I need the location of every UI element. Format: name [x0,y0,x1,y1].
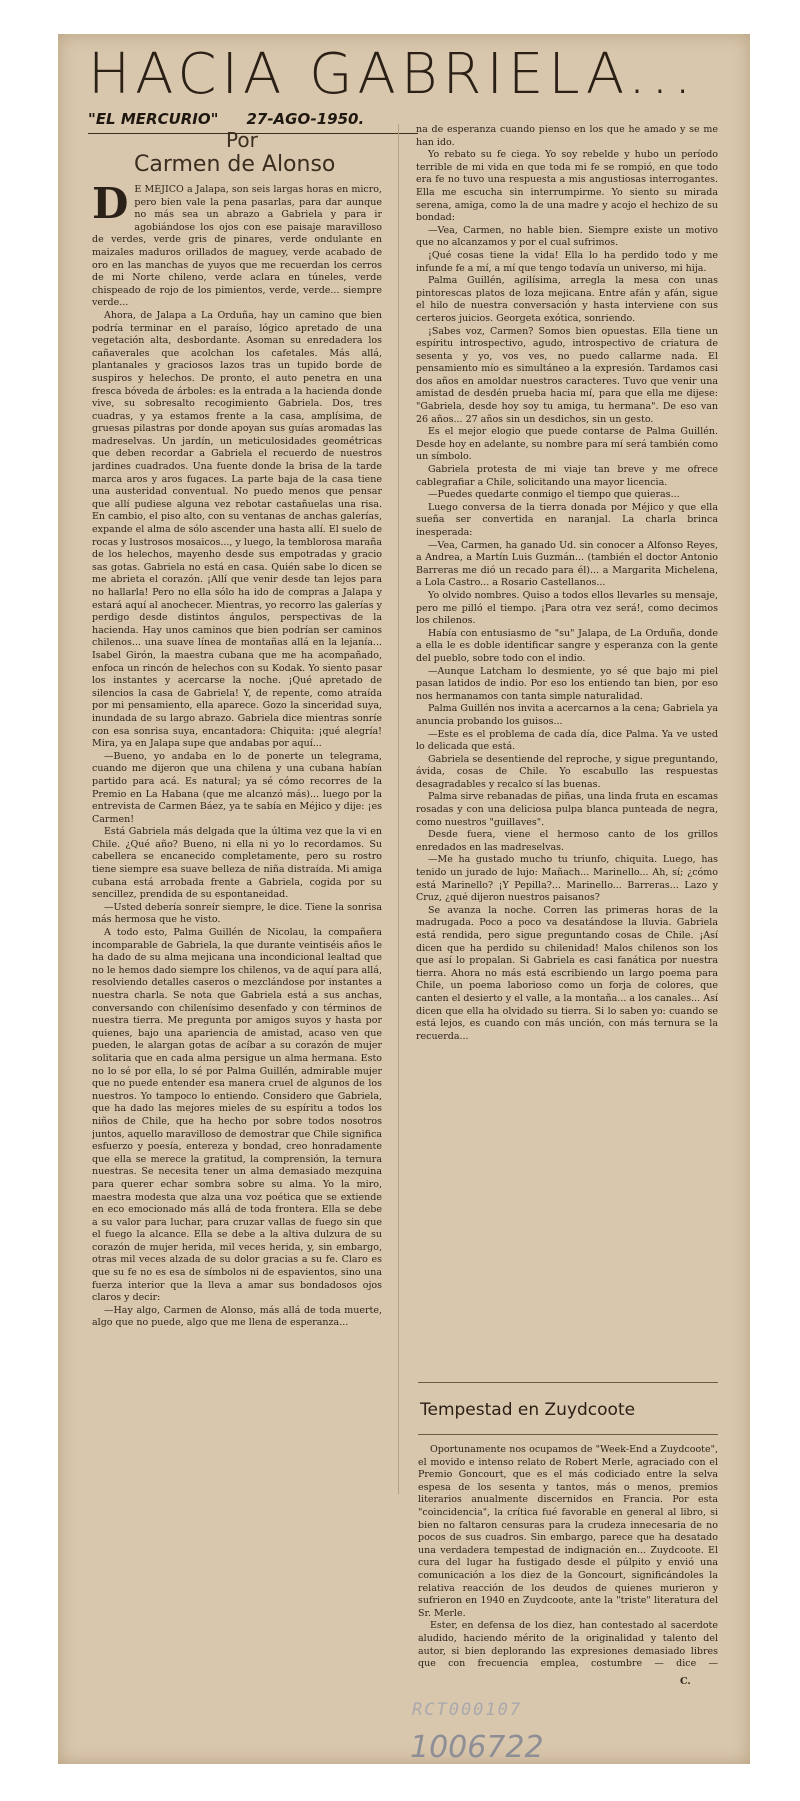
publication-date: 27-AGO-1950. [246,110,365,128]
column-divider [398,124,399,1494]
paragraph: Había con entusiasmo de "su" Jalapa, de La Orduña, donde a ella le es doble identificar sangre y esperanza con la gente del pueblo, sobre todo con el indio. [416,627,718,664]
paragraph: —Aunque Latcham lo desmiente, yo sé que bajo mi piel pasan latidos de indio. Por eso los entiendo tan bien, por eso nos hermanamos con tanta simple naturalidad. [416,665,718,702]
paragraph: Yo rebato su fe ciega. Yo soy rebelde y hubo un período terrible de mi vida en que toda mi fe se rompió, en que todo era fe no tuvo una respuesta a mis angustiosas interrogantes. Ella me escucha sin interrumpirme. Yo siento su mirada serena, amiga, como la de una madre y acojo el hechizo de su bondad: [416,149,718,224]
paragraph: —Vea, Carmen, ha ganado Ud. sin conocer a Alfonso Reyes, a Andrea, a Martín Luis Guzmán... (también el doctor Antonio Barreras me dió un recado para él)... a Margarita Michelena, a Lola Castro... a Rosario Castellanos... [416,539,718,589]
paragraph: —Vea, Carmen, no hable bien. Siempre existe un motivo que no alcanzamos y por el cual sufrimos. [416,224,718,249]
paragraph: Palma sirve rebanadas de piñas, una linda fruta en escamas rosadas y con una deliciosa pulpa blanca punteada de negra, como nuestros "guillaves". [416,791,718,828]
paragraph: ¡Qué cosas tiene la vida! Ella lo ha perdido todo y me infunde fe a mí, a mí que tengo todavía un universo, mi hija. [416,249,718,274]
review-column [418,1444,718,1669]
review-title: Tempestad en Zuydcoote [420,1400,636,1420]
paragraph: Desde fuera, viene el hermoso canto de los grillos enredados en las madreselvas. [416,829,718,853]
paragraph: Ahora, de Jalapa a La Orduña, hay un camino que bien podría terminar en el paraíso, lógico apretado de una vegetación alta, desbordante. Asoman su enredadera los cañaverales que acolchan los cafetales. Más allá, plantanales y graciosos lazos tras un tupido borde de suspiros y helechos. De pronto, el auto penetra en una fresca bóveda de árboles: es la entrada a la hacienda donde vive, su sobresalto recogimiento Gabriela. Dos, tres cuadras, y ya estamos frente a la casa, amplísima, de gruesas pilastras por donde apoyan sus guías aromadas las madreselvas. Un jardín, un meticulosidades geométricas que deben recordar a Gabriela el recuerdo de nuestros jardines cuadrados. Una fuente donde la brisa de la tarde marca aros y aros fugaces. La parte baja de la casa tiene una austeridad conventual. No puedo menos que pensar que allí pudiese alguna vez rebotar castañuelas una risa. En cambio, el piso alto, con su ventanas de anchas galerías, expande el alma de sólo ascender una hasta allí. El suelo de rocas y lustrosos mosaicos..., y luego, la temblorosa maraña de los helechos, mayenho desde sus empotradas y gracio sas gotas. Gabriela no está en casa. Quién sabe lo dicen se me abrieta el corazón. ¡Allí que venir desde tan lejos para no hallarla! Pero no ella sólo ha ido de compras a Jalapa y estará aquí al anochecer. Mientras, yo recorro las galerías y perdigo desde distintos ángulos, perspectivas de la hacienda. Hay unos caminos que bien podrían ser caminos chilenos... una suave línea de montañas allá en la lejanía... Isabel Girón, la maestra cubana que me ha acompañado, enfoca un rincón de helechos con su Kodak. Yo siento pasar los instantes y acercarse la noche. ¡Qué apretado de silencios la casa de Gabriela! Y, de repente, como atraída por mi pensamiento, ella aparece. Gozo la sinceridad suya, inundada de su largo abrazo. Gabriela dice mientras sonríe con esa sonrisa suya, encantadora: Chiquita: ¡qué alegría! Mira, ya en Jalapa supe que andabas por aquí... [92,309,382,750]
byline-por: Por [226,128,258,152]
paragraph: Palma Guillén nos invita a acercarnos a la cena; Gabriela ya anuncia probando los guisos... [416,703,718,727]
paragraph: Oportunamente nos ocupamos de "Week-End a Zuydcoote", el movido e intenso relato de Robert Merle, agraciado con el Premio Goncourt, que es el más codiciado entre la selva espesa de los sesenta y tantos, más o menos, premios literarios anualmente discernidos en Francia. Por esta "coincidencia", la crítica fué favorable en general al libro, si bien no faltaron censuras para la crudeza innecesaria de no pocos de sus cuadros. Sin embargo, parece que ha desatado una verdadera tempestad de indignación en... Zuydcoote. El cura del lugar ha fustigado desde el púlpito y envió una comunicación a los diez de la Goncourt, significándoles la relativa reacción de los deudos de quienes murieron y sufrieron en 1940 en Zuydcoote, ante la "triste" literatura del Sr. Merle. [418,1444,718,1619]
paragraph: Se avanza la noche. Corren las primeras horas de la madrugada. Poco a poco va desatándose la lluvia. Gabriela está rendida, pero sigue preguntando cosas de Chile. ¡Así dicen que ha perdido su chilenidad! Malos chilenos son los que así lo propalan. Si Gabriela es casi fanática por nuestra tierra. Ahora no más está escribiendo un largo poema para Chile, un poema laborioso como un forja de colores, que canten el desierto y el valle, a la montaña... a los canales... Así dicen que ella ha olvidado su tierra. Si lo saben yo: cuando se está lejos, es cuando con más unción, con más ternura se la recuerda... [416,904,718,1042]
paragraph: —Me ha gustado mucho tu triunfo, chiquita. Luego, has tenido un jurado de lujo: Mañach... Marinello... Ah, sí; ¿cómo está Marinello? ¡Y Pepilla?... Marinello... Barreras... Lazo y Cruz, ¿qué dijeron nuestros paisanos? [416,854,718,904]
paragraph: Ester, en defensa de los diez, han contestado al sacerdote aludido, haciendo mérito de la originalidad y talento del autor, si bien deplorando las expresiones demasiado libres que con frecuencia emplea, costumbre — dice — [418,1620,718,1669]
paragraph: Es el mejor elogio que puede contarse de Palma Guillén. Desde hoy en adelante, su nombre para mí será también como un símbolo. [416,426,718,463]
drop-cap: D [92,184,129,228]
article-column-2 [416,124,718,1368]
paragraph: E MÉJICO a Jalapa, son seis largas horas en micro, pero bien vale la pena pasarlas, para dar aunque no más sea un abrazo a Gabriela y para ir agobiándose los ojos con ese paisaje maravilloso de verdes, verde gris de pinares, verde ondulante en maizales maduros orillados de maguey, verde acabado de oro en las manchas de yuyos que me recuerdan los cerros de mi Norte chileno, verde aclara en túneles, verde chispeado de rojo de los pimientos, verde, verde... siempre verde... [92,184,382,309]
paragraph: —Puedes quedarte conmigo el tiempo que quieras... [428,489,680,501]
article-title: HACIA GABRIELA... [88,42,697,107]
section-rule [418,1382,718,1383]
paragraph: Gabriela se desentiende del reproche, y sigue preguntando, ávida, cosas de Chile. Yo escabullo las respuestas desagradables y recalco sí las buenas. [416,753,718,790]
author-name: Carmen de Alonso [134,152,336,177]
inventory-number: 1006722 [410,1730,544,1765]
section-rule [418,1434,718,1435]
handwritten-source-note [88,110,364,128]
paragraph: —Este es el problema de cada día, dice Palma. Ya ve usted lo delicada que está. [416,728,718,753]
review-signature: C. [680,1676,691,1687]
paragraph: ¡Sabes voz, Carmen? Somos bien opuestas. Ella tiene un espíritu introspectivo, agudo, introspectivo de criatura de sesenta y yo, vos ves, no puedo callarme nada. El pensamiento mío es simultáneo a la expresión. Tardamos casi dos años en amoldar nuestros caracteres. Tuvo que venir una amistad de desdén prueba hacia mí, para que ella me dijese: "Gabriela, desde hoy soy tu amiga, tu hermana". De eso van 26 años... 27 años sin un desdichos, sin un gesto. [416,325,718,425]
paragraph: Luego conversa de la tierra donada por Méjico y que ella sueña ser convertida en naranjal. La charla brinca inesperada: [416,501,718,538]
paragraph: A todo esto, Palma Guillén de Nicolau, la compañera incomparable de Gabriela, la que durante veintiséis años le ha dado de su alma mejicana una incondicional lealtad que no le hemos dado siempre los chilenos, va de aquí para allá, resolviendo detalles caseros o mezclándose por instantes a nuestra charla. Se nota que Gabriela está a sus anchas, conversando con chilenísimo desenfado y con términos de nuestra tierra. Me pregunta por amigos suyos y hasta por quienes, bajo una apariencia de amistad, acaso ven que pueden, le alargan gotas de acíbar a su corazón de mujer solitaria que en cada alma persigue un alma hermana. Esto no lo sé por ella, lo sé por Palma Guillén, admirable mujer que no puede entender esa manera cruel de algunos de los nuestros. Yo tampoco lo entiendo. Considero que Gabriela, que ha dado las mejores mieles de su espíritu a todos los niños de Chile, que ha hecho por sobre todos nosotros juntos, aquello maravilloso de demostrar que Chile significa esfuerzo y poesía, entereza y bondad, creo honradamente que ella se merece la gratitud, la comprensión, la ternura nuestras. Se necesita tener un alma demasiado mezquina para querer echar sombra sobre su alma. Yo la miro, maestra modesta que alza una voz poética que se extiende en eco emocionado más allá de toda frontera. Ella se debe a su valor para luchar, para cruzar vallas de fuego sin que el fuego la alcance. Ella se debe a la altiva dulzura de su corazón de mujer herida, mil veces herida, y, sin embargo, otras mil veces alzada de su dolor gracias a su fe. Claro es que su fe no es esa de símbolos ni de espavientos, sino una fuerza interior que la lleva a amar sus bondadosos ojos claros y decir: [92,927,382,1304]
paragraph: Palma Guillén, agilísima, arregla la mesa con unas pintorescas platos de loza mejicana. Entre afán y afán, sigue el hilo de nuestra conversación y hasta interviene con sus certeros juicios. Georgeta exótica, sonriendo. [416,275,718,324]
paragraph: —Hay algo, Carmen de Alonso, más allá de toda muerte, algo que no puede, algo que me llena de esperanza... [92,1304,382,1329]
newspaper-name: "EL MERCURIO" [88,110,219,128]
article-column-1 [92,184,382,1494]
paragraph: Gabriela protesta de mi viaje tan breve y me ofrece cablegrafiar a Chile, solicitando una mayor licencia. [416,464,718,488]
paragraph: —Usted debería sonreír siempre, le dice. Tiene la sonrisa más hermosa que he visto. [92,901,382,926]
paragraph: na de esperanza cuando pienso en los que he amado y se me han ido. [416,124,718,148]
archive-stamp: RCT000107 [412,1700,523,1720]
paragraph: Yo olvido nombres. Quiso a todos ellos llevarles su mensaje, pero me pilló el tiempo. ¡Para otra vez será!, como decimos los chilenos. [416,589,718,627]
paragraph: —Bueno, yo andaba en lo de ponerte un telegrama, cuando me dijeron que una chilena y una cubana habían partido para acá. Es natural; ya sé cómo recorres de la Premio en La Habana (que me alcanzó más)... luego por la entrevista de Carmen Báez, ya te sabía en Méjico y dije: ¡es Carmen! [92,750,382,825]
paragraph: Está Gabriela más delgada que la última vez que la vi en Chile. ¿Qué año? Bueno, ni ella ni yo lo recordamos. Su cabellera se encanecido completamente, pero su rostro tiene siempre esa suave belleza de niña distraída. Mi amiga cubana está arrobada frente a Gabriela, cogida por su sencillez, prendida de su espontaneidad. [92,826,382,901]
